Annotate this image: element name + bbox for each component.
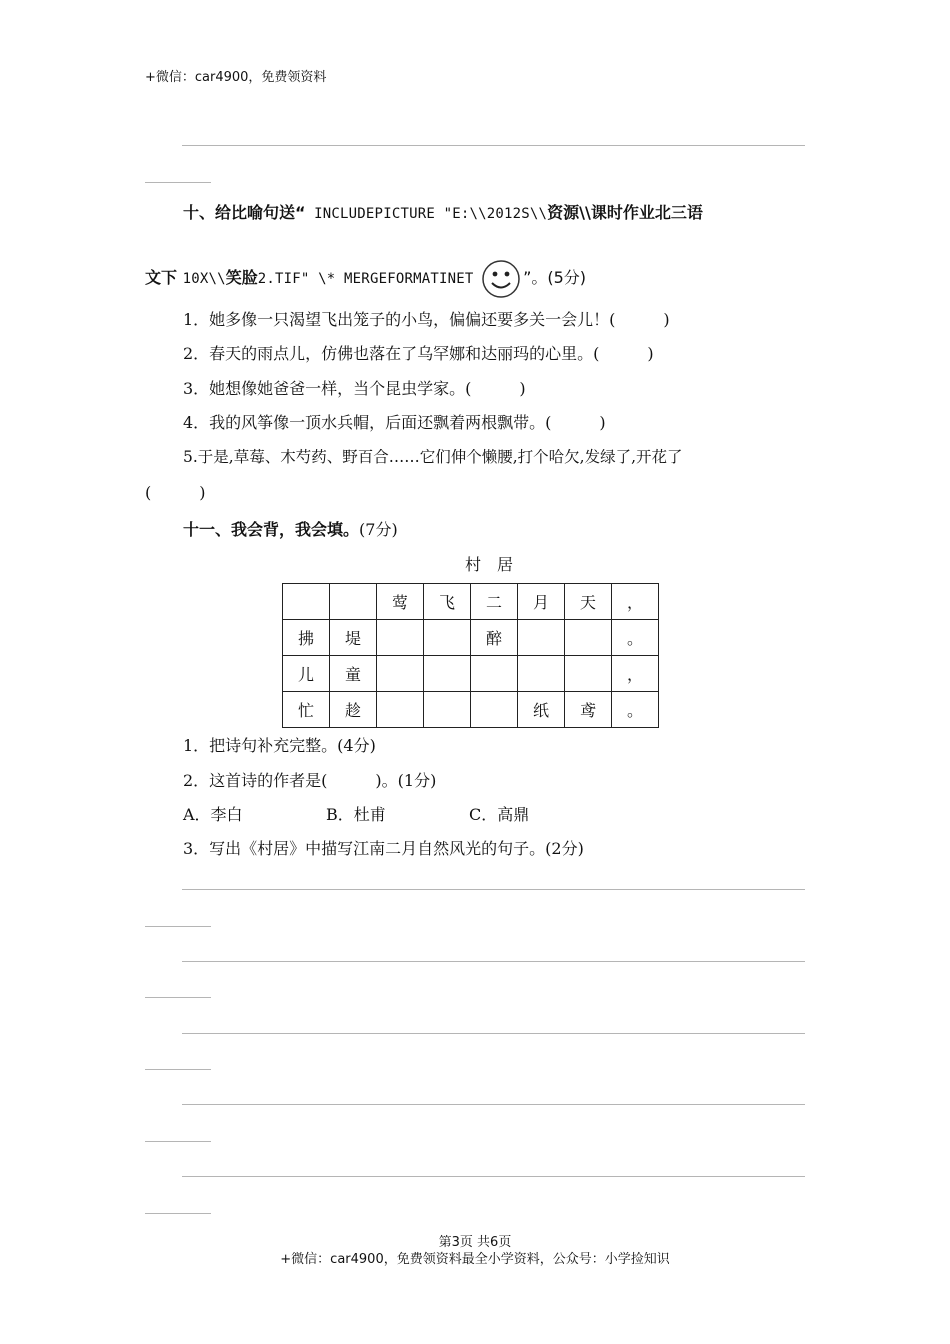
section-11-title — [183, 517, 398, 540]
sub-question-3: 3．写出《村居》中描写江南二月自然风光的句子。(2分) — [183, 839, 584, 858]
section-11-score: (7分) — [359, 520, 398, 539]
poem-table — [282, 583, 659, 728]
table-cell — [424, 656, 471, 692]
section-10-title-line2 — [145, 258, 586, 299]
table-cell: 。 — [612, 692, 659, 728]
table-cell — [518, 656, 565, 692]
table-cell — [518, 620, 565, 656]
table-cell: 飞 — [424, 584, 471, 620]
table-cell: 拂 — [283, 620, 330, 656]
answer-line — [182, 145, 805, 146]
sub-question-1: 1．把诗句补充完整。(4分) — [183, 736, 376, 755]
section-11-heading: 十一、我会背，我会填。 — [183, 520, 360, 539]
option-b: B．杜甫 — [326, 805, 386, 824]
question-1: 1．她多像一只渴望飞出笼子的小鸟，偏偏还要多关一会儿！( ) — [183, 310, 670, 329]
table-cell: 童 — [330, 656, 377, 692]
field-code: 10X\\ — [182, 271, 226, 287]
question-2: 2．春天的雨点儿，仿佛也落在了乌罕娜和达丽玛的心里。( ) — [183, 344, 654, 363]
table-cell: 莺 — [377, 584, 424, 620]
table-cell: ， — [612, 656, 659, 692]
table-row — [283, 584, 659, 620]
table-cell — [377, 692, 424, 728]
table-cell — [424, 692, 471, 728]
table-cell — [471, 692, 518, 728]
answer-line-tail — [145, 997, 211, 998]
table-row — [283, 692, 659, 728]
sub-question-2: 2．这首诗的作者是( )。(1分) — [183, 771, 437, 790]
table-cell: 天 — [565, 584, 612, 620]
table-cell: 。 — [612, 620, 659, 656]
answer-line-tail — [145, 926, 211, 927]
table-cell: 醉 — [471, 620, 518, 656]
table-cell: 纸 — [518, 692, 565, 728]
field-code: INCLUDEPICTURE "E:\\2012S\\ — [305, 206, 548, 222]
table-cell — [330, 584, 377, 620]
smile-word: 笑脸 — [225, 268, 258, 287]
table-cell — [377, 656, 424, 692]
section-10-title — [183, 200, 703, 223]
option-a: A．李白 — [183, 805, 243, 824]
title-prefix: 十、给比喻句送“ — [183, 203, 306, 222]
table-cell: 趁 — [330, 692, 377, 728]
table-row — [283, 620, 659, 656]
answer-line-tail — [145, 182, 211, 183]
answer-line — [182, 1033, 805, 1034]
table-cell: 忙 — [283, 692, 330, 728]
footer-watermark: +微信：car4900，免费领资料最全小学资料，公众号：小学捡知识 — [280, 1252, 670, 1267]
table-cell — [424, 620, 471, 656]
field-path: 资源\\课时作业北三语 — [547, 203, 703, 222]
answer-line-tail — [145, 1213, 211, 1214]
title-line2-prefix: 文下 — [145, 268, 178, 287]
table-cell: 鸢 — [565, 692, 612, 728]
answer-line — [182, 889, 805, 890]
smiley-face-icon — [481, 259, 521, 299]
table-cell — [565, 620, 612, 656]
table-row — [283, 656, 659, 692]
answer-line-tail — [145, 1069, 211, 1070]
question-4: 4．我的风筝像一顶水兵帽，后面还飘着两根飘带。( ) — [183, 413, 606, 432]
answer-line — [182, 1176, 805, 1177]
option-c: C．高鼎 — [469, 805, 530, 824]
question-3: 3．她想像她爸爸一样，当个昆虫学家。( ) — [183, 379, 526, 398]
question-5-answer: ( ) — [145, 483, 206, 502]
table-cell — [565, 656, 612, 692]
table-cell: 堤 — [330, 620, 377, 656]
field-code: 2.TIF" \* MERGEFORMATINET — [257, 271, 474, 287]
table-cell: 二 — [471, 584, 518, 620]
title-suffix: ”。(5分) — [523, 268, 587, 287]
header-watermark: +微信：car4900，免费领资料 — [145, 70, 327, 85]
poem-title: 村 居 — [465, 555, 514, 574]
table-cell: 儿 — [283, 656, 330, 692]
page-number: 第3页 共6页 — [438, 1235, 512, 1250]
table-cell — [377, 620, 424, 656]
answer-line-tail — [145, 1141, 211, 1142]
table-cell: 月 — [518, 584, 565, 620]
answer-line — [182, 961, 805, 962]
answer-line — [182, 1104, 805, 1105]
table-cell: ， — [612, 584, 659, 620]
table-cell — [283, 584, 330, 620]
question-5: 5.于是,草莓、木芍药、野百合……它们伸个懒腰,打个哈欠,发绿了,开花了 — [183, 448, 683, 466]
table-cell — [471, 656, 518, 692]
